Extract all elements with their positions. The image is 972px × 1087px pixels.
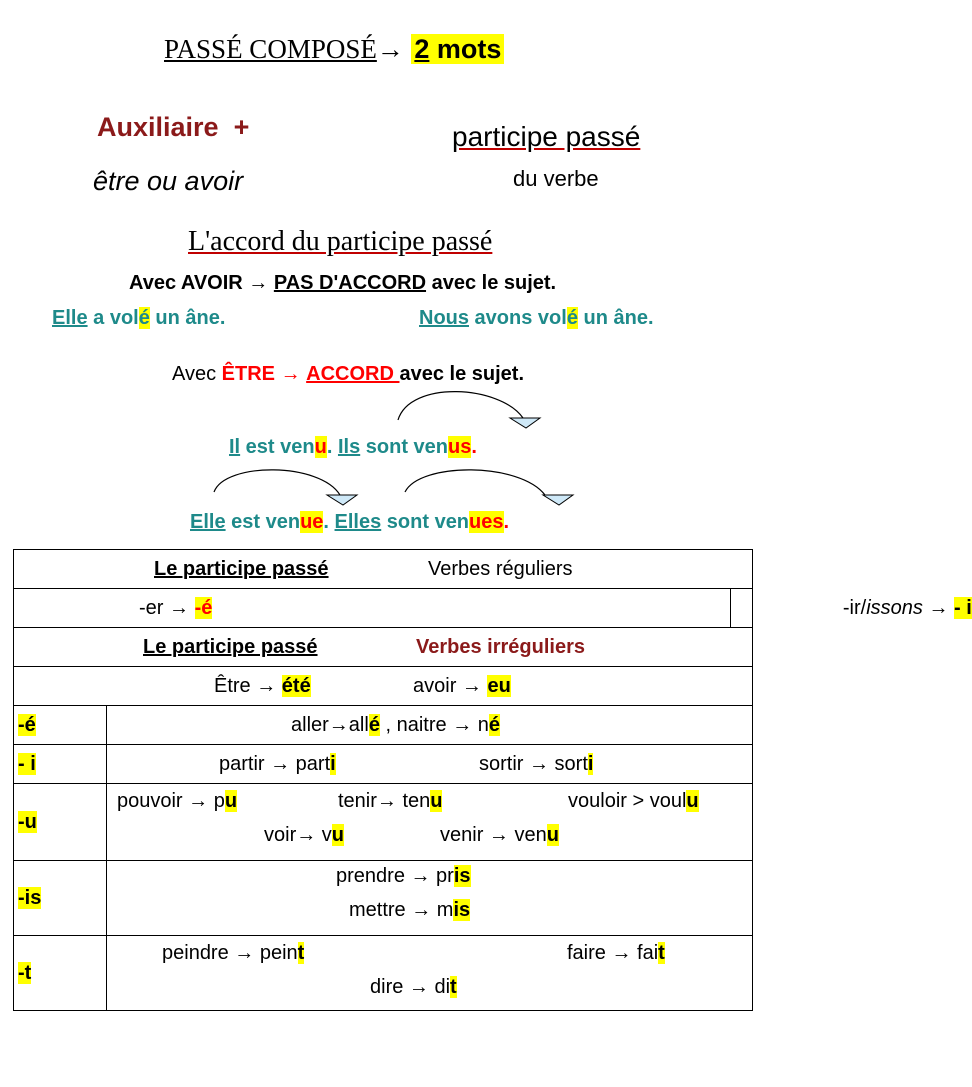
accord-title: L'accord du participe passé [188, 226, 493, 257]
table-row [14, 784, 753, 861]
avoir-example-1: Elle a volé un âne. [52, 307, 226, 329]
table-row [14, 745, 753, 784]
arc-elle-head [327, 495, 357, 505]
ending-examples: prendre → pris mettre → mis [107, 861, 753, 936]
participe-sub: du verbe [513, 166, 599, 191]
ending-label: -is [14, 861, 107, 936]
avoir-example-2: Nous avons volé un âne. [419, 307, 654, 329]
arc-ils-head [510, 418, 540, 428]
table-row [14, 861, 753, 936]
etre-example-elle: Elle est venue. Elles sont venues. [190, 511, 510, 533]
etre-example-il: Il est venu. Ils sont venus. [229, 436, 477, 458]
ending-examples: peindre → peint faire → fait dire → dit [107, 936, 753, 1011]
etre-avoir-cell: Être → été avoir → eu [14, 667, 753, 706]
ending-examples: pouvoir → pu tenir→ tenu vouloir > voulu voir→ vu venir → venu [107, 784, 753, 861]
ending-label: - i [14, 745, 107, 784]
arc-elles-head [543, 495, 573, 505]
regular-header: Le participe passé Verbes réguliers [14, 550, 753, 589]
ending-label: -t [14, 936, 107, 1011]
participe-label: participe passé [452, 121, 641, 152]
table-row [14, 667, 753, 706]
ir-rule-cell: -ir/issons → - i [730, 589, 752, 628]
table-row [14, 550, 753, 589]
ending-examples: aller→allé , naitre → né [107, 706, 753, 745]
ending-label: -é [14, 706, 107, 745]
title-text: PASSÉ COMPOSÉ [164, 34, 377, 64]
auxiliaire-sub: être ou avoir [93, 166, 244, 196]
table-row [14, 936, 753, 1011]
avoir-rule: Avec AVOIR → PAS D'ACCORD avec le sujet. [129, 272, 557, 294]
ending-examples: partir → parti sortir → sorti [107, 745, 753, 784]
arc-elles [405, 470, 545, 495]
table-row [14, 589, 753, 628]
agreement-arrows [0, 0, 768, 540]
arc-elle [214, 470, 340, 495]
arc-ils [398, 392, 523, 420]
etre-rule: Avec ÊTRE → ACCORD avec le sujet. [172, 363, 525, 385]
table-row [14, 706, 753, 745]
auxiliaire-label: Auxiliaire + [97, 112, 250, 142]
er-rule-cell: -er → -é [14, 589, 731, 628]
ending-label: -u [14, 784, 107, 861]
two-words-badge: 2 mots [411, 34, 504, 64]
participle-table [13, 549, 972, 1011]
table-row [14, 628, 753, 667]
title-arrow: → [376, 34, 404, 64]
irregular-header: Le participe passé Verbes irréguliers [14, 628, 753, 667]
